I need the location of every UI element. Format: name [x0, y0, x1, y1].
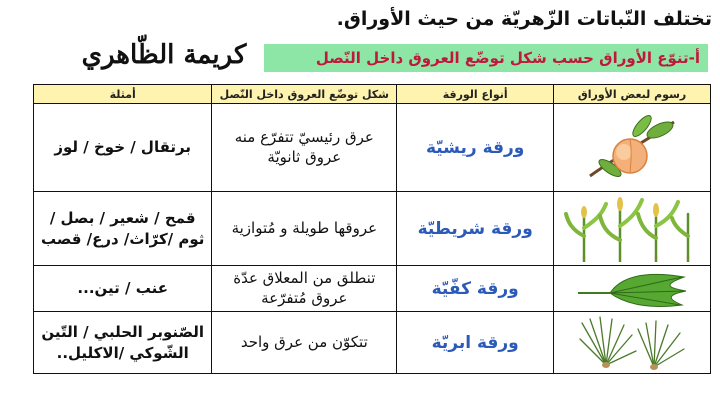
- author-name: كريمة الظّاهري: [81, 40, 247, 70]
- pine-needles-illustration: [576, 315, 688, 371]
- header-drawings: رسوم لبعض الأوراق: [554, 85, 711, 104]
- table-header-row: [34, 85, 711, 104]
- header-veins: شكل توضّع العروق داخل النّصل: [212, 85, 397, 104]
- leaf-type: ورقة ريشيّة: [397, 104, 554, 192]
- examples: الصّنوبر الحلبي / التّين الشّوكي /الاكليل..: [34, 312, 212, 374]
- header-types: أنواع الورقة: [397, 85, 554, 104]
- leaf-types-table: [33, 84, 711, 374]
- vein-description: تتكوّن من عرق واحد: [212, 312, 397, 374]
- header-examples: أمثلة: [34, 85, 212, 104]
- vein-description: تنطلق من المعلاق عدّة عروق مُتفرّعة: [212, 266, 397, 312]
- section-subtitle: أ-تنوّع الأوراق حسب شكل توضّع العروق داخل النّصل: [264, 44, 708, 72]
- vein-description: عرق رئيسيّ تتفرّع منه عروق ثانويّة: [212, 104, 397, 192]
- vein-description: عروقها طويلة و مُتوازية: [212, 192, 397, 266]
- leaf-type: ورقة ابريّة: [397, 312, 554, 374]
- drawing-cell: [554, 104, 711, 192]
- leaf-type: ورقة شريطيّة: [397, 192, 554, 266]
- table-row: [34, 266, 711, 312]
- page-heading: تختلف النّباتات الزّهريّة من حيث الأوراق.: [336, 8, 712, 30]
- peach-branch-illustration: [586, 112, 678, 184]
- examples: برتقال / خوخ / لوز: [34, 104, 212, 192]
- examples: قمح / شعير / بصل / ثوم /كرّاث/ درع/ قصب: [34, 192, 212, 266]
- palmate-leaf-illustration: [572, 269, 692, 309]
- leaf-type: ورقة كفّيّة: [397, 266, 554, 312]
- examples: عنب / تين...: [34, 266, 212, 312]
- drawing-cell: [554, 312, 711, 374]
- corn-plants-illustration: [564, 196, 700, 262]
- table-row: [34, 104, 711, 192]
- drawing-cell: [554, 266, 711, 312]
- table-row: [34, 312, 711, 374]
- drawing-cell: [554, 192, 711, 266]
- table-row: [34, 192, 711, 266]
